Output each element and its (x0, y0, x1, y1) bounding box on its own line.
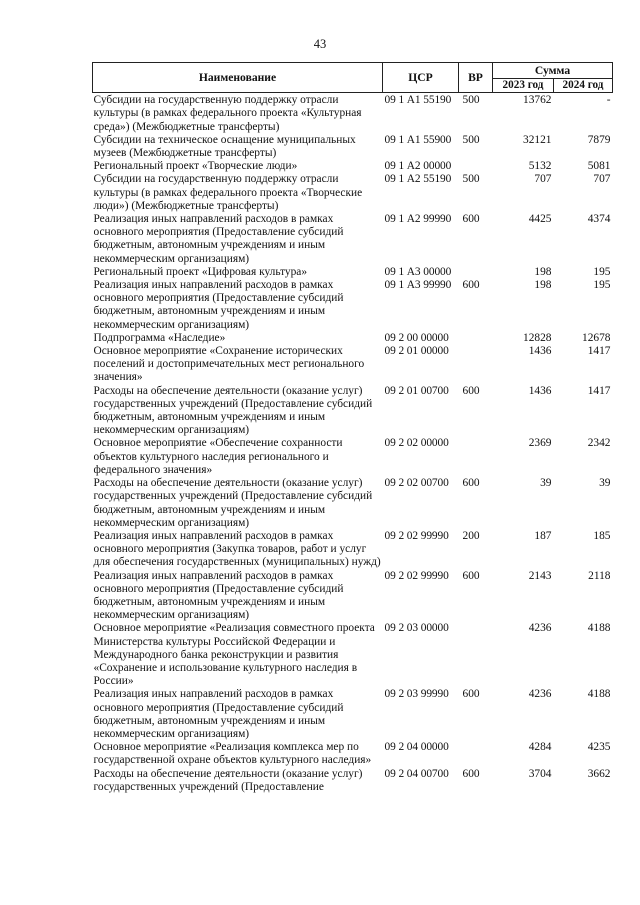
row-sum-2023: 12828 (523, 331, 552, 344)
row-sum-2024: 2118 (588, 569, 611, 582)
row-sum-2024: 1417 (587, 345, 611, 358)
header-vr: ВР (459, 63, 493, 93)
row-csr: 09 2 02 99990 (384, 569, 449, 582)
row-sum-2023: 1436 (528, 384, 552, 397)
row-sum-2024: 2342 (587, 437, 611, 450)
row-vr: 500 (462, 133, 480, 146)
table-row (93, 332, 613, 345)
row-name: Субсидии на государственную поддержку отрасли культуры (в рамках федерального проекта «Творческие люди») (Межбюджетные трансферты) (93, 173, 363, 212)
row-sum-2023: 4425 (528, 213, 552, 226)
row-vr (459, 332, 493, 345)
row-sum-2023: 32121 (523, 133, 552, 146)
row-vr: 600 (462, 767, 480, 780)
row-name: Подпрограмма «Наследие» (93, 331, 226, 344)
table-row (93, 134, 613, 160)
row-csr: 09 2 03 99990 (384, 688, 449, 701)
row-csr: 09 1 А2 55190 (384, 173, 452, 186)
table-row (93, 266, 613, 279)
row-sum-2024: 4235 (587, 741, 611, 754)
row-name: Реализация иных направлений расходов в рамках основного мероприятия (Предоставление субсидий бюджетным, автономным учреждениям и иным некоммерческим организациям) (93, 213, 344, 265)
row-sum-2023: 198 (534, 265, 552, 278)
row-name: Субсидии на государственную поддержку отрасли культуры (в рамках федерального проекта «Культурная среда») (Межбюджетные трансферты) (93, 94, 362, 133)
row-sum-2023: 198 (534, 279, 552, 292)
row-sum-2024: 185 (593, 529, 611, 542)
row-sum-2023: 3704 (528, 767, 552, 780)
row-vr (459, 622, 493, 688)
row-vr: 600 (462, 279, 480, 292)
row-csr: 09 2 02 99990 (384, 529, 449, 542)
row-sum-2024: 5081 (587, 160, 611, 173)
row-sum-2023: 39 (540, 477, 552, 490)
header-sum: Сумма (493, 63, 613, 79)
table-row (93, 173, 613, 213)
table-row (93, 688, 613, 741)
row-sum-2024: 4188 (587, 688, 611, 701)
table-row (93, 570, 613, 623)
row-sum-2023: 4236 (528, 622, 552, 635)
row-vr: 600 (462, 688, 480, 701)
table-row (93, 530, 613, 570)
row-sum-2023: 2143 (528, 569, 552, 582)
row-vr (459, 437, 493, 477)
header-year-2023: 2023 год (493, 79, 554, 93)
row-name: Основное мероприятие «Реализация совместного проекта Министерства культуры Российской Федерации и Международного банка реконструкции и развития «Сохранение и использование культурного наследия в России» (93, 622, 375, 688)
row-csr: 09 2 00 00000 (384, 331, 449, 344)
row-vr (459, 160, 493, 173)
page-number: 43 (313, 37, 327, 51)
row-sum-2024: 195 (593, 279, 611, 292)
row-sum-2024: 4374 (587, 213, 611, 226)
table-row (93, 213, 613, 266)
row-sum-2024: - (606, 94, 611, 107)
header-csr: ЦСР (383, 63, 459, 93)
row-vr: 500 (462, 94, 480, 107)
row-sum-2023: 4236 (528, 688, 552, 701)
row-name: Реализация иных направлений расходов в рамках основного мероприятия (Закупка товаров, работ и услуг для обеспечения государственных (муниципальных) нужд) (93, 529, 381, 569)
row-name: Основное мероприятие «Сохранение исторических поселений и достопримечательных мест регионального значения» (93, 345, 365, 384)
row-name: Расходы на обеспечение деятельности (оказание услуг) государственных учреждений (Предоставление субсидий бюджетным, автономным учреждениям и иным некоммерческим организациям) (93, 477, 373, 529)
row-vr (459, 266, 493, 279)
row-csr: 09 1 А1 55190 (384, 94, 452, 107)
row-name: Реализация иных направлений расходов в рамках основного мероприятия (Предоставление субсидий бюджетным, автономным учреждениям и иным некоммерческим организациям) (93, 569, 344, 622)
row-sum-2024: 707 (593, 173, 611, 186)
row-sum-2023: 5132 (528, 160, 552, 173)
row-csr: 09 1 А2 99990 (384, 213, 452, 226)
table-body (93, 93, 613, 794)
header-year-2024: 2024 год (554, 79, 613, 93)
row-vr (459, 345, 493, 385)
table-row (93, 477, 613, 530)
row-name: Реализация иных направлений расходов в рамках основного мероприятия (Предоставление субсидий бюджетным, автономным учреждениям и иным некоммерческим организациям) (93, 279, 344, 331)
table-row (93, 279, 613, 332)
row-name: Основное мероприятие «Обеспечение сохранности объектов культурного наследия регионального и федерального значения» (93, 437, 343, 476)
row-name: Основное мероприятие «Реализация комплекса мер по государственной охране объектов культурного наследия» (93, 741, 372, 767)
row-name: Региональный проект «Творческие люди» (93, 160, 298, 173)
row-vr: 600 (462, 384, 480, 397)
row-sum-2023: 4284 (528, 741, 552, 754)
table-row (93, 622, 613, 688)
row-vr: 600 (462, 213, 480, 226)
row-csr: 09 2 02 00000 (384, 437, 449, 450)
table-row (93, 345, 613, 385)
row-name: Расходы на обеспечение деятельности (оказание услуг) государственных учреждений (Предоставление субсидий бюджетным, автономным учреждениям и иным некоммерческим организациям) (93, 384, 373, 437)
row-sum-2024: 7879 (587, 133, 611, 146)
row-sum-2023: 2369 (528, 437, 552, 450)
row-vr: 600 (462, 569, 480, 582)
row-sum-2024: 12678 (582, 331, 611, 344)
row-csr: 09 1 А3 99990 (384, 279, 452, 292)
row-sum-2024: 195 (593, 265, 611, 278)
row-sum-2024: 4188 (587, 622, 611, 635)
row-vr: 600 (462, 477, 480, 490)
table-row (93, 93, 613, 134)
table-row (93, 768, 613, 794)
row-name: Расходы на обеспечение деятельности (оказание услуг) государственных учреждений (Предоставление (93, 767, 363, 793)
row-csr: 09 2 04 00000 (384, 741, 449, 754)
row-sum-2023: 13762 (523, 94, 552, 107)
row-vr: 500 (462, 173, 480, 186)
row-vr: 200 (462, 529, 480, 542)
row-csr: 09 1 А3 00000 (384, 265, 452, 278)
row-csr: 09 1 А2 00000 (384, 160, 452, 173)
row-csr: 09 2 01 00700 (384, 384, 449, 397)
row-name: Реализация иных направлений расходов в рамках основного мероприятия (Предоставление субсидий бюджетным, автономным учреждениям и иным некоммерческим организациям) (93, 688, 344, 740)
row-csr: 09 2 04 00700 (384, 767, 449, 780)
row-sum-2023: 1436 (528, 345, 552, 358)
budget-table (92, 62, 613, 794)
table-row (93, 160, 613, 173)
row-vr (459, 741, 493, 767)
row-name: Региональный проект «Цифровая культура» (93, 265, 308, 278)
row-csr: 09 2 01 00000 (384, 345, 449, 358)
row-csr: 09 2 03 00000 (384, 622, 449, 635)
table-header (93, 63, 613, 93)
row-sum-2024: 39 (599, 477, 611, 490)
row-sum-2024: 3662 (587, 767, 611, 780)
row-sum-2023: 707 (534, 173, 552, 186)
row-name: Субсидии на техническое оснащение муниципальных музеев (Межбюджетные трансферты) (93, 133, 356, 160)
row-csr: 09 2 02 00700 (384, 477, 449, 490)
row-sum-2024: 1417 (587, 384, 611, 397)
header-name: Наименование (93, 63, 383, 93)
table-row (93, 385, 613, 438)
table-row (93, 741, 613, 767)
table-row (93, 437, 613, 477)
row-csr: 09 1 А1 55900 (384, 133, 452, 146)
row-sum-2023: 187 (534, 529, 552, 542)
